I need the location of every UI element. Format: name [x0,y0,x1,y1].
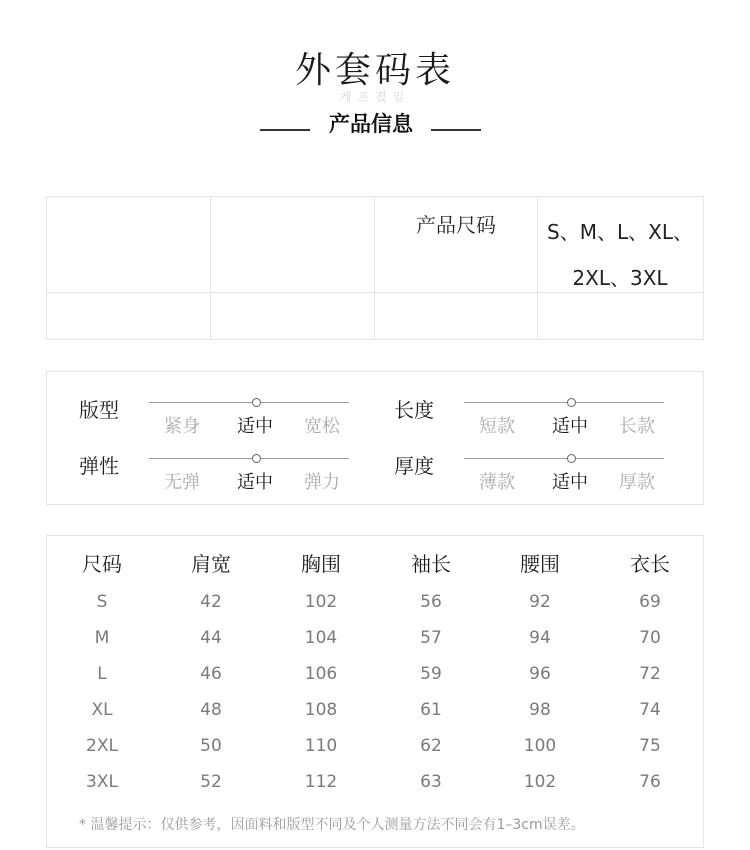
table-cell: 76 [639,772,661,792]
table-cell: 92 [529,592,551,612]
scale-option-selected: 适中 [237,416,273,437]
table-cell: 48 [200,700,222,720]
scale-option: 无弹 [164,472,200,493]
column-header: 衣长 [630,552,670,576]
table-cell: 112 [304,772,338,792]
product-info-table [46,196,704,340]
table-cell: 2XL [86,736,118,756]
table-cell: 57 [420,628,442,648]
heading-rule-right [431,129,481,131]
fit-attributes-panel [46,371,704,505]
attribute-name: 版型 [79,398,119,422]
attribute-name: 弹性 [79,454,119,478]
attribute-elasticity [79,448,394,504]
table-cell: 69 [639,592,661,612]
column-header: 尺码 [82,552,122,576]
attribute-length [394,392,709,448]
table-cell: S [96,592,108,612]
scale-option-selected: 适中 [552,472,588,493]
table-cell: 96 [529,664,551,684]
table-cell: 63 [420,772,442,792]
table-cell: 56 [420,592,442,612]
scale-option-selected: 适中 [237,472,273,493]
attribute-scale [149,448,349,504]
fit-row [47,448,705,504]
table-cell: 46 [200,664,222,684]
scale-track [149,458,349,459]
scale-track [464,402,664,403]
scale-option: 弹力 [304,472,340,493]
grid-divider [210,197,211,339]
table-cell: 75 [639,736,661,756]
table-cell: 102 [304,592,338,612]
table-cell: 50 [200,736,222,756]
table-cell: 42 [200,592,222,612]
table-cell: 106 [304,664,338,684]
table-cell: 100 [523,736,557,756]
column-header: 腰围 [520,552,560,576]
table-cell: 110 [304,736,338,756]
product-size-label: 产品尺码 [416,213,496,237]
scale-indicator [567,454,576,463]
attribute-name: 长度 [394,398,434,422]
scale-indicator [252,398,261,407]
table-cell: 3XL [86,772,118,792]
attribute-scale [464,392,664,448]
table-cell: M [94,628,110,648]
scale-track [149,402,349,403]
scale-option: 短款 [479,416,515,437]
product-size-value [537,209,703,301]
watermark: 게프졌일 [339,90,411,104]
size-chart-table [46,535,704,848]
table-cell: 72 [639,664,661,684]
table-cell: L [97,664,107,684]
scale-indicator [567,398,576,407]
attribute-fit [79,392,394,448]
table-cell: 59 [420,664,442,684]
table-cell: 44 [200,628,222,648]
product-size-value-line2: 2XL、3XL [572,266,668,290]
section-heading [0,106,750,138]
page-title: 外套码表 [294,50,455,91]
table-cell: 70 [639,628,661,648]
scale-option-selected: 适中 [552,416,588,437]
scale-option: 厚款 [619,472,655,493]
scale-option: 紧身 [164,416,200,437]
table-cell: 98 [529,700,551,720]
scale-indicator [252,454,261,463]
table-cell: 102 [523,772,557,792]
table-cell: 108 [304,700,338,720]
size-chart-note: * 温馨提示：仅供参考，因面料和版型不同及个人测量方法不同会有1–3cm误差。 [79,817,585,833]
attribute-thickness [394,448,709,504]
table-cell: 52 [200,772,222,792]
table-cell: 104 [304,628,338,648]
table-cell: XL [91,700,113,720]
column-header: 袖长 [411,552,451,576]
fit-row [47,392,705,448]
heading-rule-left [260,129,310,131]
table-cell: 94 [529,628,551,648]
attribute-scale [464,448,664,504]
table-cell: 61 [420,700,442,720]
scale-option: 宽松 [304,416,340,437]
table-cell: 74 [639,700,661,720]
scale-track [464,458,664,459]
attribute-name: 厚度 [394,454,434,478]
column-header: 肩宽 [191,552,231,576]
product-size-value-line1: S、M、L、XL、 [547,220,693,244]
section-subtitle: 产品信息 [329,112,413,136]
scale-option: 薄款 [479,472,515,493]
column-header: 胸围 [301,552,341,576]
attribute-scale [149,392,349,448]
scale-option: 长款 [619,416,655,437]
table-cell: 62 [420,736,442,756]
